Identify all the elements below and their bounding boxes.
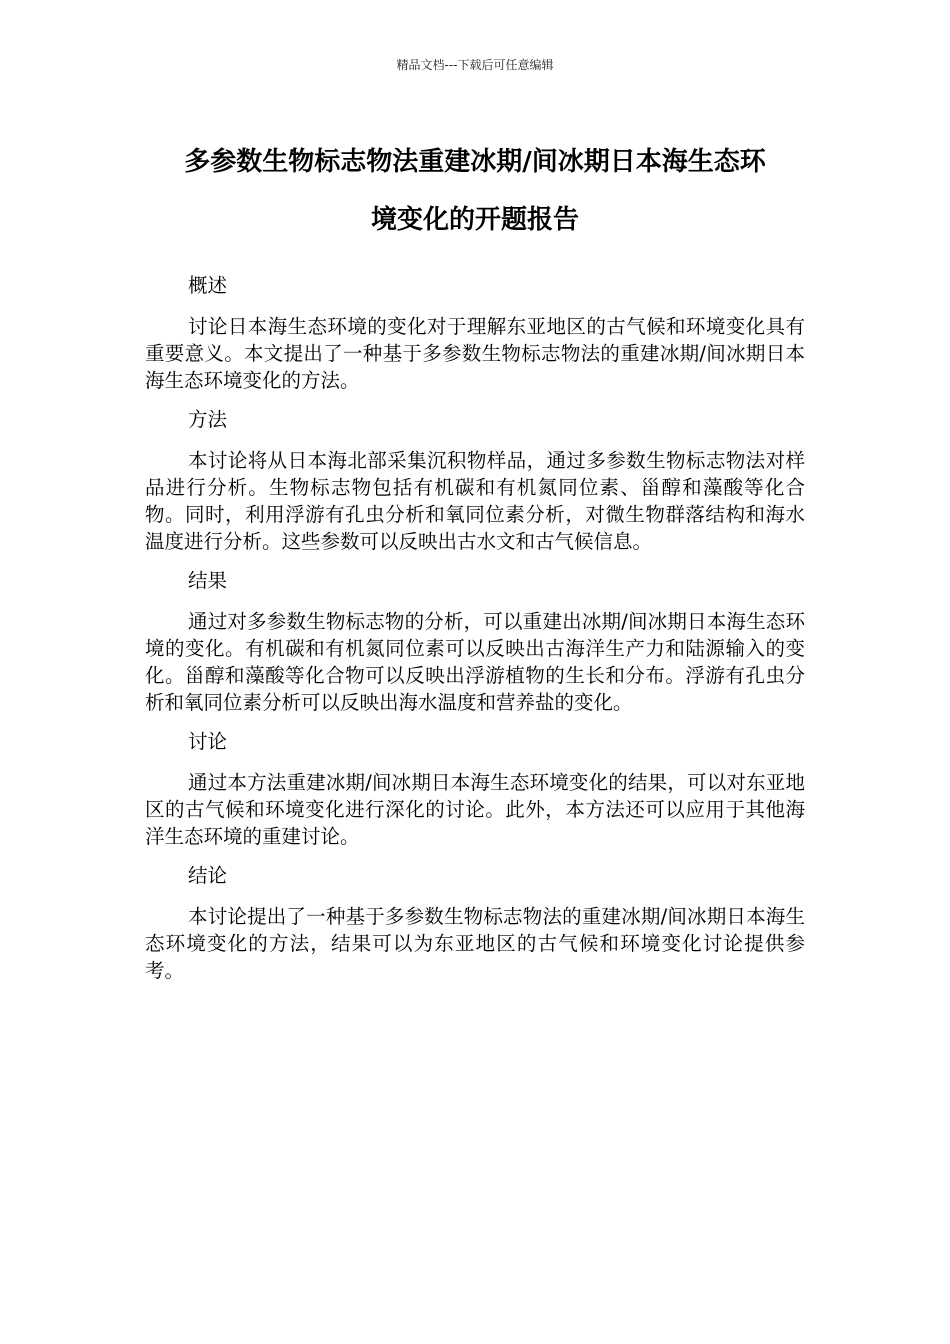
section-heading-overview: 概述 <box>188 274 228 297</box>
section-paragraph-overview: 讨论日本海生态环境的变化对于理解东亚地区的古气候和环境变化具有重要意义。本文提出了一种基于多参数生物标志物法的重建冰期/间冰期日本海生态环境变化的方法。 <box>145 315 805 392</box>
section-heading-results: 结果 <box>188 569 228 592</box>
section-paragraph-conclusion: 本讨论提出了一种基于多参数生物标志物法的重建冰期/间冰期日本海生态环境变化的方法，结果可以为东亚地区的古气候和环境变化讨论提供参考。 <box>145 905 805 982</box>
header-note: 精品文档---下载后可任意编辑 <box>396 58 554 72</box>
section-paragraph-results: 通过对多参数生物标志物的分析，可以重建出冰期/间冰期日本海生态环境的变化。有机碳和有机氮同位素可以反映出古海洋生产力和陆源输入的变化。甾醇和藻酸等化合物可以反映出浮游植物的生长和分布。浮游有孔虫分析和氧同位素分析可以反映出海水温度和营养盐的变化。 <box>145 610 805 714</box>
section-heading-conclusion: 结论 <box>188 864 228 887</box>
document-body <box>145 272 805 996</box>
section-paragraph-method: 本讨论将从日本海北部采集沉积物样品，通过多参数生物标志物法对样品进行分析。生物标志物包括有机碳和有机氮同位素、甾醇和藻酸等化合物。同时，利用浮游有孔虫分析和氧同位素分析，对微生物群落结构和海水温度进行分析。这些参数可以反映出古水文和古气候信息。 <box>145 449 805 553</box>
section-heading-discussion: 讨论 <box>188 730 228 753</box>
section-paragraph-discussion: 通过本方法重建冰期/间冰期日本海生态环境变化的结果，可以对东亚地区的古气候和环境变化进行深化的讨论。此外，本方法还可以应用于其他海洋生态环境的重建讨论。 <box>145 771 805 848</box>
title-line-2: 境变化的开题报告 <box>370 205 579 235</box>
title-line-1: 多参数生物标志物法重建冰期/间冰期日本海生态环 <box>184 147 766 177</box>
section-heading-method: 方法 <box>188 408 228 431</box>
document-title <box>140 133 810 249</box>
